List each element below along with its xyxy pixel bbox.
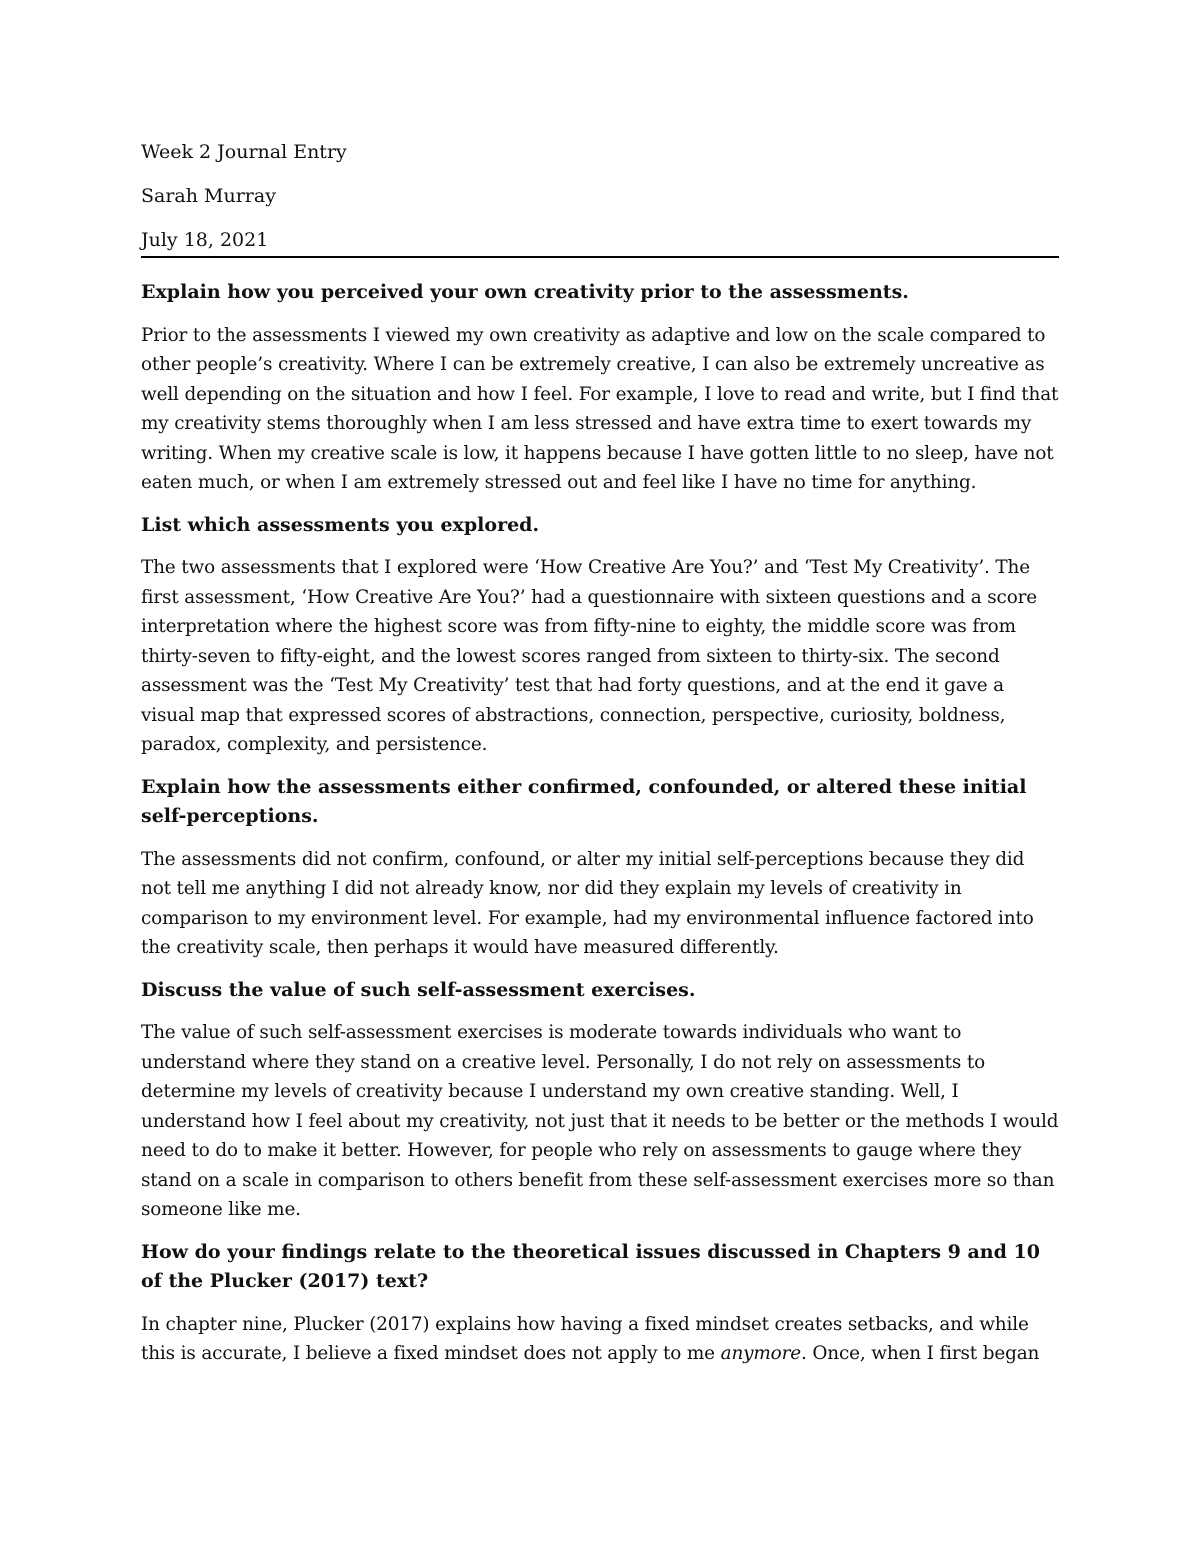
section-theoretical-issues (141, 1238, 1059, 1369)
answer-text-end: . Once, when I first began (800, 1343, 1040, 1364)
document-page (141, 138, 1059, 1382)
answer-paragraph: The assessments did not confirm, confound, or alter my initial self-perceptions because they did not tell me anything I did not already know, nor did they explain my levels of creativity in comparison to my environment level. For example, had my environmental influence factored into the creativity scale, then perhaps it would have measured differently. (141, 848, 1034, 958)
question-heading: How do your findings relate to the theoretical issues discussed in Chapters 9 and 10 of the Plucker (2017) text? (141, 1240, 1040, 1292)
question-heading: Explain how the assessments either confirmed, confounded, or altered these initial self-perceptions. (141, 775, 1027, 827)
header-divider (141, 256, 1059, 258)
question-heading: List which assessments you explored. (141, 513, 540, 536)
answer-paragraph: Prior to the assessments I viewed my own creativity as adaptive and low on the scale compared to other people’s creativity. Where I can be extremely creative, I can also be extremely uncreative as well depending on the situation and how I feel. For example, I love to read and write, but I find that my creativity stems thoroughly when I am less stressed and have extra time to exert towards my writing. When my creative scale is low, it happens because I have gotten little to no sleep, have not eaten much, or when I am extremely stressed out and feel like I have no time for anything. (141, 324, 1059, 493)
answer-paragraph: The value of such self-assessment exercises is moderate towards individuals who want to understand where they stand on a creative level. Personally, I do not rely on assessments to determine my levels of creativity because I understand my own creative standing. Well, I understand how I feel about my creativity, not just that it needs to be better or the methods I would need to do to make it better. However, for people who rely on assessments to gauge where they stand on a scale in comparison to others benefit from these self-assessment exercises more so than someone like me. (141, 1022, 1059, 1220)
section-self-assessment-value (141, 976, 1059, 1225)
section-assessment-outcomes (141, 773, 1059, 963)
question-heading: Discuss the value of such self-assessment exercises. (141, 978, 696, 1001)
document-date: July 18, 2021 (141, 229, 269, 251)
answer-text-start: In chapter nine, Plucker (2017) explains how having a fixed mindset creates setbacks, and while this is accurate, I believe a fixed mindset does not apply to me (141, 1313, 1029, 1364)
document-title: Week 2 Journal Entry (141, 141, 347, 163)
question-heading: Explain how you perceived your own creativity prior to the assessments. (141, 281, 909, 303)
section-perceived-creativity (141, 278, 1059, 498)
author-name: Sarah Murray (141, 185, 276, 207)
answer-paragraph (141, 1310, 1059, 1369)
answer-paragraph: The two assessments that I explored were ‘How Creative Are You?’ and ‘Test My Creativity’. The first assessment, ‘How Creative Are You?’ had a questionnaire with sixteen questions and a score interpretation where the highest score was from fifty-nine to eighty, the middle score was from thirty-seven to fifty-eight, and the lowest scores ranged from sixteen to thirty-six. The second assessment was the ‘Test My Creativity’ test that had forty questions, and at the end it gave a visual map that expressed scores of abstractions, connection, perspective, curiosity, boldness, paradox, complexity, and persistence. (141, 557, 1038, 755)
section-assessments-explored (141, 511, 1059, 760)
answer-emphasis: anymore (720, 1343, 801, 1364)
